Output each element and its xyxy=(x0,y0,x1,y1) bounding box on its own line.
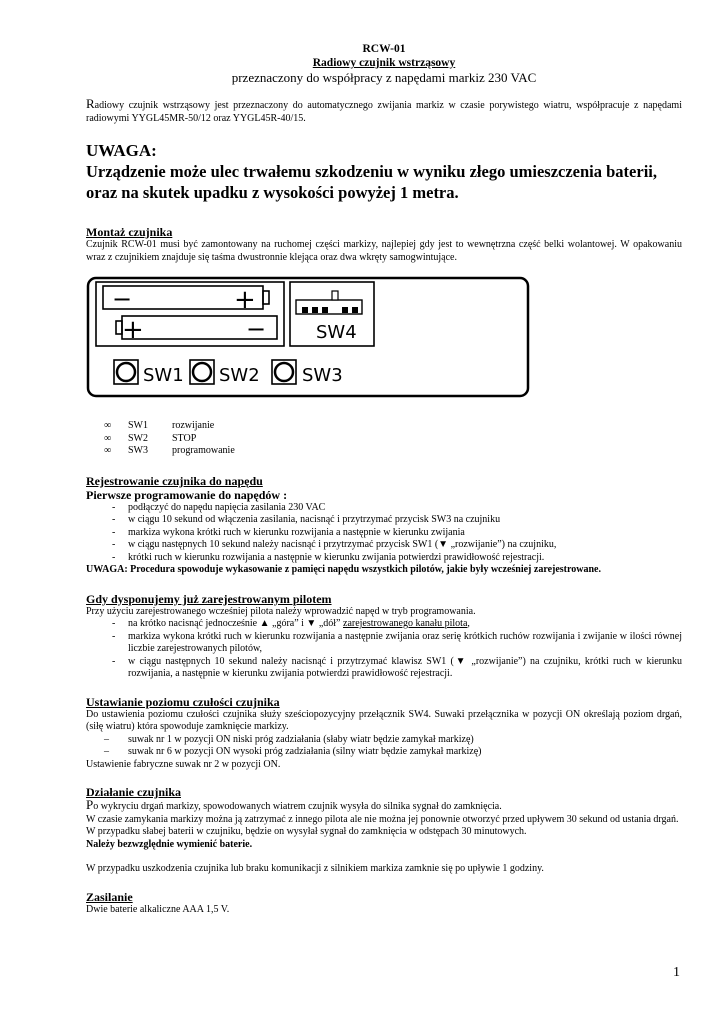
item-text: suwak nr 1 w pozycji ON niski próg zadziałania (słaby wiatr będzie zamykał markizę) xyxy=(128,733,474,745)
legend-key: SW1 xyxy=(128,420,148,431)
intro-initial: R xyxy=(86,96,95,111)
step-text: w ciągu następnych 10 sekund należy nacisnąć i przytrzymać przycisk SW1 (▼ „rozwijanie”) na czujniku, xyxy=(128,539,557,550)
minus-icon: − xyxy=(246,315,267,343)
sw2-label: SW2 xyxy=(219,365,260,386)
list-item: - w ciągu 10 sekund od włączenia zasilania, nacisnąć i przytrzymać przycisk SW3 na czujniku xyxy=(112,514,501,525)
list-item: – suwak nr 6 w pozycji ON wysoki próg zadziałania (silny wiatr będzie zamykał markizę) xyxy=(104,746,482,757)
sw1-button-icon xyxy=(117,363,135,381)
operation-text: o wykryciu drgań markizy, spowodowanych wiatrem czujnik wysyła do silnika sygnał do zamknięcia. xyxy=(93,801,502,812)
list-item: - w ciągu następnych 10 sekund należy nacisnąć i przytrzymać klawisz SW1 (▼ „rozwijanie”) na czujniku, krótki ruch w kierunku rozwijania, a następnie w kierunku zwijania potwierdzi prawidłowość rejestracji. xyxy=(112,655,682,679)
sensor-board-diagram xyxy=(86,276,530,400)
sw2-button-icon xyxy=(193,363,211,381)
doc-model: RCW-01 xyxy=(362,43,406,55)
mount-text: Czujnik RCW-01 musi być zamontowany na ruchomej części markizy, najlepiej gdy jest to wewnętrzna część belki wolantowej. W opakowaniu wraz z czujnikiem znajduje się taśma dwustronnie klejąca oraz dwa wkręty samogwintujące. xyxy=(86,239,682,263)
operation-p1 xyxy=(86,799,682,814)
step-text: w ciągu 10 sekund od włączenia zasilania, nacisnąć i przytrzymać przycisk SW3 na czujniku xyxy=(128,514,501,525)
switch-legend xyxy=(104,420,682,458)
step-text: na krótko nacisnąć jednocześnie ▲ „góra” i ▼ „dół” xyxy=(128,618,343,629)
doc-tagline: przeznaczony do współpracy z napędami markiz 230 VAC xyxy=(231,70,537,85)
sensitivity-factory: Ustawienie fabryczne suwak nr 2 w pozycji ON. xyxy=(86,758,281,770)
operation-p5: W przypadku uszkodzenia czujnika lub braku komunikacji z silnikiem markiza zamknie się po upływie 1 godziny. xyxy=(86,863,544,874)
doc-subtitle: Radiowy czujnik wstrząsowy xyxy=(312,57,456,69)
infinity-bullet-icon: ∞ xyxy=(104,420,112,431)
step-text: krótki ruch w kierunku rozwijania a następnie w kierunku zwijania potwierdzi prawidłowość rejestracji. xyxy=(128,551,545,563)
step-text: podłączyć do napędu napięcia zasilania 230 VAC xyxy=(128,501,326,513)
list-item: – suwak nr 1 w pozycji ON niski próg zadziałania (słaby wiatr będzie zamykał markizę) xyxy=(104,733,474,745)
infinity-bullet-icon: ∞ xyxy=(104,445,112,456)
operation-p2: W czasie zamykania markizy można ją zatrzymać z innego pilota ale nie można jej ponownie otworzyć przed upływem 30 sekund od ustania drgań. xyxy=(86,813,679,825)
step-text: markiza wykona krótki ruch w kierunku rozwijania a następnie zwijania oraz serię krótkich ruchów rozwijania i zwijanie w ilości równej liczbie zarejestrowanych pilotów, xyxy=(128,630,682,654)
legend-desc: STOP xyxy=(172,432,197,444)
step-text: w ciągu następnych 10 sekund należy nacisnąć i przytrzymać klawisz SW1 (▼ „rozwijanie”) na czujniku, krótki ruch w kierunku rozwijania, a następnie w kierunku zwijania potwierdzi prawidłowość rejestracji. xyxy=(128,655,682,679)
legend-key: SW3 xyxy=(128,445,148,456)
sw1-label: SW1 xyxy=(143,365,184,386)
registered-steps xyxy=(86,618,682,681)
list-item: - markiza wykona krótki ruch w kierunku rozwijania a następnie w kierunku zwijania xyxy=(112,526,465,538)
register-heading: Rejestrowanie czujnika do napędu xyxy=(86,473,263,488)
page-number: 1 xyxy=(673,965,680,980)
power-heading: Zasilanie xyxy=(86,889,133,904)
dip-switch-icon xyxy=(296,291,362,314)
legend-desc: rozwijanie xyxy=(172,420,215,431)
sensitivity-heading: Ustawianie poziomu czułości czujnika xyxy=(86,694,280,709)
step-text: , xyxy=(467,618,470,629)
registered-intro: Przy użyciu zarejestrowanego wcześniej pilota należy wprowadzić napęd w tryb programowania. xyxy=(86,605,476,617)
operation-p4: Należy bezwzględnie wymienić baterie. xyxy=(86,838,253,850)
register-steps xyxy=(86,502,682,565)
pilot-channel-text: zarejestrowanego kanału pilota xyxy=(343,618,468,629)
operation-initial: P xyxy=(86,797,94,812)
legend-key: SW2 xyxy=(128,432,148,444)
minus-icon: − xyxy=(112,285,133,313)
step-text: markiza wykona krótki ruch w kierunku rozwijania a następnie w kierunku zwijania xyxy=(128,526,465,538)
legend-desc: programowanie xyxy=(172,445,235,456)
document-page xyxy=(86,42,682,916)
sensitivity-list xyxy=(86,734,682,759)
operation-p3: W przypadku słabej baterii w czujniku, będzie on wysyłał sygnał do zamknięcia w odstępach 30 minutowych. xyxy=(86,826,527,837)
list-item: - w ciągu następnych 10 sekund należy nacisnąć i przytrzymać przycisk SW1 (▼ „rozwijanie”) na czujniku, xyxy=(112,539,557,550)
sw4-label: SW4 xyxy=(316,322,357,343)
operation-heading: Działanie czujnika xyxy=(86,785,181,799)
infinity-bullet-icon: ∞ xyxy=(104,432,112,444)
plus-icon: + xyxy=(122,315,144,345)
item-text: suwak nr 6 w pozycji ON wysoki próg zadziałania (silny wiatr będzie zamykał markizę) xyxy=(128,746,482,757)
intro-text: adiowy czujnik wstrząsowy jest przeznaczony do automatycznego zwijania markiz w czasie porywistego wiatru, współpracuje z napędami radiowymi YYGL45MR-50/12 oraz YYGL45R-40/15. xyxy=(86,100,682,124)
list-item: - krótki ruch w kierunku rozwijania a następnie w kierunku zwijania potwierdzi prawidłowość rejestracji. xyxy=(112,551,545,563)
plus-icon: + xyxy=(234,285,256,315)
legend-item xyxy=(104,445,682,458)
register-subheading: Pierwsze programowanie do napędów : xyxy=(86,487,288,502)
battery-top-terminal xyxy=(263,291,269,304)
sensitivity-text: Do ustawienia poziomu czułości czujnika służy sześciopozycyjny przełącznik SW4. Suwaki przełącznika w pozycji ON określają poziom drgań, (siłę wiatru) która spowoduje zamknięcie markizy. xyxy=(86,708,682,732)
legend-item xyxy=(104,420,682,433)
legend-item xyxy=(104,433,682,446)
list-item: - markiza wykona krótki ruch w kierunku rozwijania a następnie zwijania oraz serię krótkich ruchów rozwijania i zwijanie w ilości równej liczbie zarejestrowanych pilotów, xyxy=(112,630,682,654)
list-item: - podłączyć do napędu napięcia zasilania 230 VAC xyxy=(112,501,326,513)
warning-text: Urządzenie może ulec trwałemu szkodzeniu w wyniku złego umieszczenia baterii, oraz na skutek upadku z wysokości powyżej 1 metra. xyxy=(86,162,657,202)
sw3-label: SW3 xyxy=(302,365,343,386)
intro-paragraph xyxy=(86,98,682,125)
list-item: - na krótko nacisnąć jednocześnie ▲ „góra” i ▼ „dół” zarejestrowanego kanału pilota, xyxy=(112,618,470,629)
sw3-button-icon xyxy=(275,363,293,381)
power-text: Dwie baterie alkaliczne AAA 1,5 V. xyxy=(86,903,230,915)
warning-title: UWAGA: xyxy=(86,141,157,160)
register-note: UWAGA: Procedura spowoduje wykasowanie z pamięci napędu wszystkich pilotów, jakie były wcześniej zarejestrowane. xyxy=(86,564,601,575)
registered-heading: Gdy dysponujemy już zarejestrowanym pilotem xyxy=(86,591,332,606)
mount-heading: Montaż czujnika xyxy=(86,225,173,239)
